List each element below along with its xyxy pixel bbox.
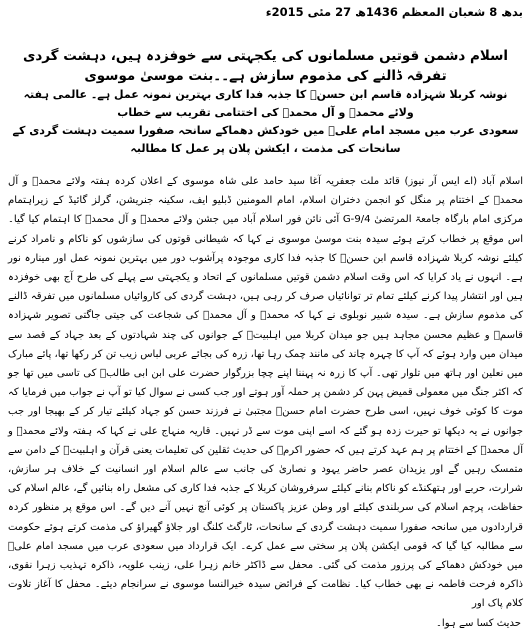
- article-closing-line: حدیث کسا سے ہوا۔: [436, 617, 521, 629]
- subheadline-line-1: نوشہ کربلا شہزادہ قاسم ابن حسنؑ کا جذبہ فدا کاری بہترین نمونہ عمل ہے۔ عالمی ہفتہ ولائے محمدؐ و آل محمدؐ کی اختتامی تقریب سے خطاب: [23, 88, 508, 119]
- article-body: [6, 172, 525, 614]
- dateline: بدھ 8 شعبان المعظم 1436ھ 27 مئی 2015ء: [265, 5, 523, 19]
- subheadline-line-2: سعودی عرب میں مسجد امام علیؑ میں خودکش دھماکے سانحہ صفورا سمیت دہشت گردی کے سانحات کی مذمت ، ایکشن پلان پر عمل کا مطالبہ: [12, 124, 519, 155]
- subheadline: [6, 86, 525, 158]
- headline: اسلام دشمن قوتیں مسلمانوں کی یکجہتی سے خوفزدہ ہیں، دہشت گردی تفرقہ ڈالنے کی مذموم سازش ہے۔۔بنت موسیٰ موسوی: [22, 48, 509, 84]
- article-paragraph: اسلام آباد (اے ایس آر نیوز) قائد ملت جعفریہ آغا سید حامد علی شاہ موسوی کے اعلان کردہ ہفتہ ولائے محمدؐ و آل محمدؐ کے اختتام پر منگل کو انجمن دختران اسلام، امام المومنین ڈبلیو ایف، سکینہ جنریشن، گرلز گائیڈ کے زیراہتمام مرکزی امام بارگاہ جامعۃ المرتضیٰ G-9/4 آئی نائن فور اسلام آباد میں جشن ولائے محمدؐ و آل محمدؐ کا اہتمام کیا گیا۔ اس موقع پر خطاب کرتے ہوئے سیدہ بنت موسیٰ موسوی نے کہا کہ شیطانی قوتوں کی سازشوں کو ناکام و نامراد کرنے کیلئے نوشہ کربلا شہزادہ قاسم ابن حسنؑ کا جذبہ فدا کاری موجودہ پرآشوب دور میں بہترین نمونہ عمل اور مینارہ نور ہے۔ انہوں نے یاد کرایا کہ اس وقت اسلام دشمن قوتیں مسلمانوں کے اتحاد و یکجہتی سے پہلے کی طرح آج بھی خوفزدہ ہیں اور انتشار پیدا کرنے کیلئے تمام تر توانائیاں صرف کر رہی ہیں، دہشت گردی کی کاروائیاں مسلمانوں میں تفرقہ ڈالنے کی مذموم سازش ہے۔ سیدہ شبیر نوبلوی نے کہا کہ محمدؐ و آل محمدؐ کی شجاعت کی جیتی جاگتی تصویر شہزادہ قاسمؑ و عظیم محسن مجاہد ہیں جو میدان کربلا میں اہلبیتؑ کے جوانوں کی چند شہادتوں کے بعد جہاد کے قصد سے میدان میں وارد ہوئے کہ آپ کا چہرہ چاند کی مانند چمک رہا تھا، زرہ کی بجائے عربی لباس زیب تن کر رکھا تھا، پائے مبارک میں نعلین اور ہاتھ میں تلوار تھی۔ آپ کا زرہ نہ پہننا اپنے چچا بزرگوار حضرت علی ابن ابی طالبؑ کی تاسی میں تھا جو کہ اکثر جنگ میں معمولی قمیض پہن کر دشمن پر حملہ آور ہوتے اور جب کسی نے سوال کیا تو آپ نے جواب میں فرمایا کہ موت کا کوئی خوف نہیں، اسی طرح حضرت امام حسنؑ مجتبیٰ نے فرزند حسن کو جہاد کیلئے تیار کر کے بھیجا اور جب جوانوں نے یہ دیکھا تو حیرت زدہ ہو گئے کہ اسے اپنی موت سے ڈر نہیں۔ قاریہ منہاج علی نے کہا کہ ہفتہ ولائے محمدؐ و آل محمدؐ کے اختتام پر ہم عہد کرتے ہیں کہ حضور اکرمؐ کی حدیث ثقلین کی تعلیمات یعنی قرآن و اہلبیتؑ کے دامن سے متمسک رہیں گے اور یزیدان عصر حاضر یہود و نصاریٰ کی جانب سے عالم اسلام اور انسانیت کے خلاف ہر سازش، شرارت، حربے اور ہتھکنڈے کو ناکام بنانے کیلئے سرفروشان کربلا کے جذبہ فدا کاری کی مشعل راہ بنائیں گے، عالم اسلام کی حفاظت، پرچم اسلام کی سربلندی کیلئے اور وطن عزیز پاکستان پر کوئی آنچ نہیں آنے دیں گے۔ اس موقع پر منظور کردہ قراردادوں میں سانحہ صفورا سمیت دہشت گردی کے سانحات، ٹارگٹ کلنگ اور جلاؤ گھیراؤ کی مذمت کرتے ہوئے حکومت سے مطالبہ کیا گیا کہ قومی ایکشن پلان پر سختی سے عمل کرے۔ ایک قرارداد میں سعودی عرب میں مسجد امام علیؑ میں خودکش دھماکے کی پرزور مذمت کی گئی۔ محفل سے ڈاکٹر خانم زہرا علی، زینب علویہ، ذاکرہ تہذیب زہرا نقوی، ذاکرہ فرحت فاطمہ نے بھی خطاب کیا۔ نظامت کے فرائض سیدہ خیرالنسا موسوی نے سرانجام دیئے۔ محفل کا آغاز تلاوت کلام پاک اور: [8, 176, 523, 610]
